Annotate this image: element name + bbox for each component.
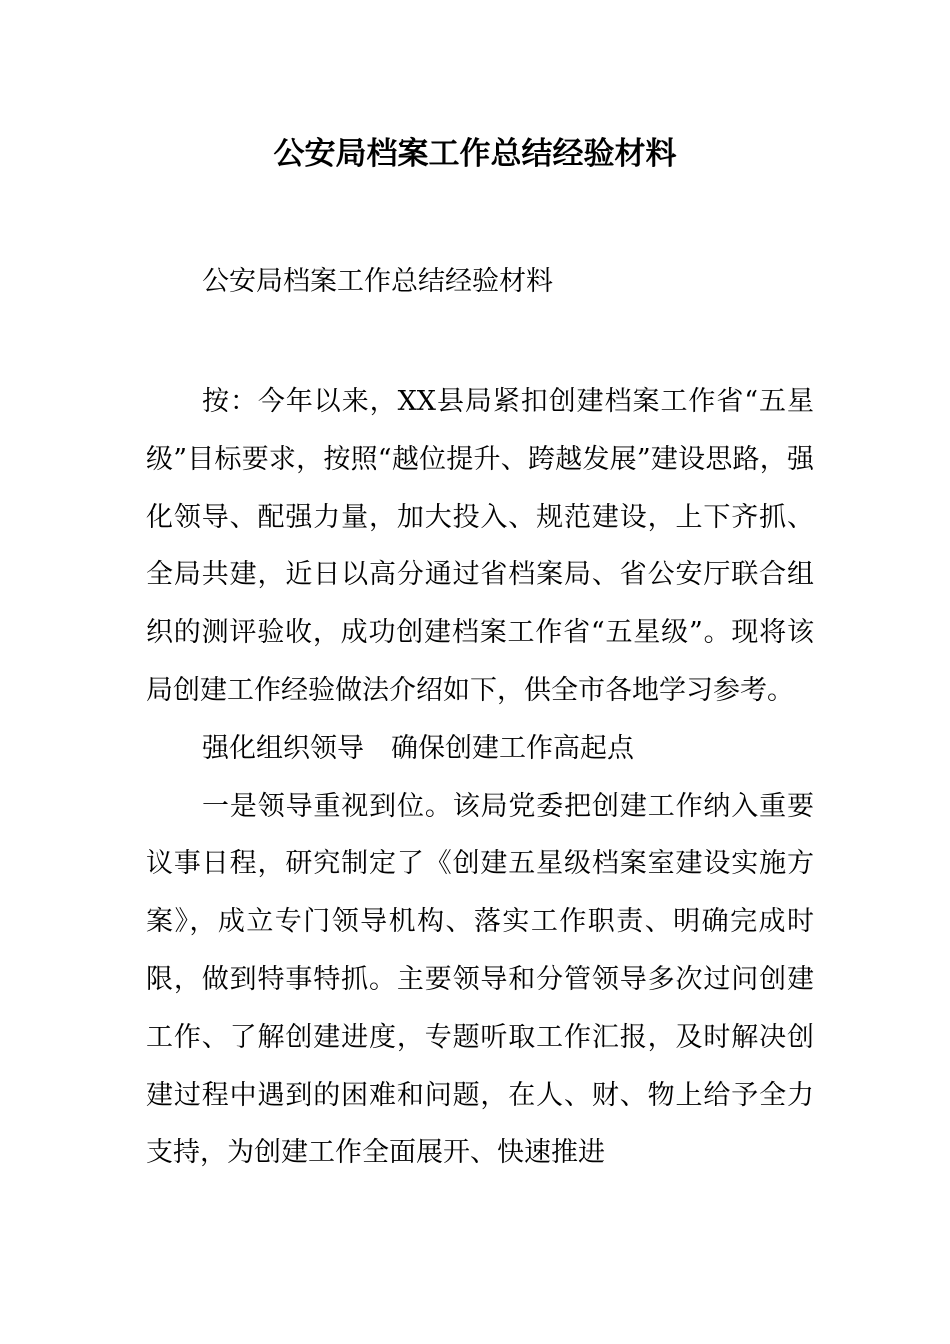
document-body: [146, 373, 814, 1182]
intro-paragraph: 按：今年以来，XX县局紧扣创建档案工作省“五星级”目标要求，按照“越位提升、跨越发展”建设思路，强化领导、配强力量，加大投入、规范建设，上下齐抓、全局共建，近日以高分通过省档案局、省公安厅联合组织的测评验收，成功创建档案工作省“五星级”。现将该局创建工作经验做法介绍如下，供全市各地学习参考。: [146, 386, 814, 706]
section-heading: 强化组织领导 确保创建工作高起点: [202, 732, 634, 764]
document-subtitle: 公安局档案工作总结经验材料: [202, 266, 553, 297]
point-one-paragraph: 一是领导重视到位。该局党委把创建工作纳入重要议事日程，研究制定了《创建五星级档案室建设实施方案》，成立专门领导机构、落实工作职责、明确完成时限，做到特事特抓。主要领导和分管领导多次过问创建工作、了解创建进度，专题听取工作汇报，及时解决创建过程中遇到的困难和问题，在人、财、物上给予全力支持，为创建工作全面展开、快速推进: [146, 790, 814, 1169]
document-title: 公安局档案工作总结经验材料: [273, 136, 677, 172]
